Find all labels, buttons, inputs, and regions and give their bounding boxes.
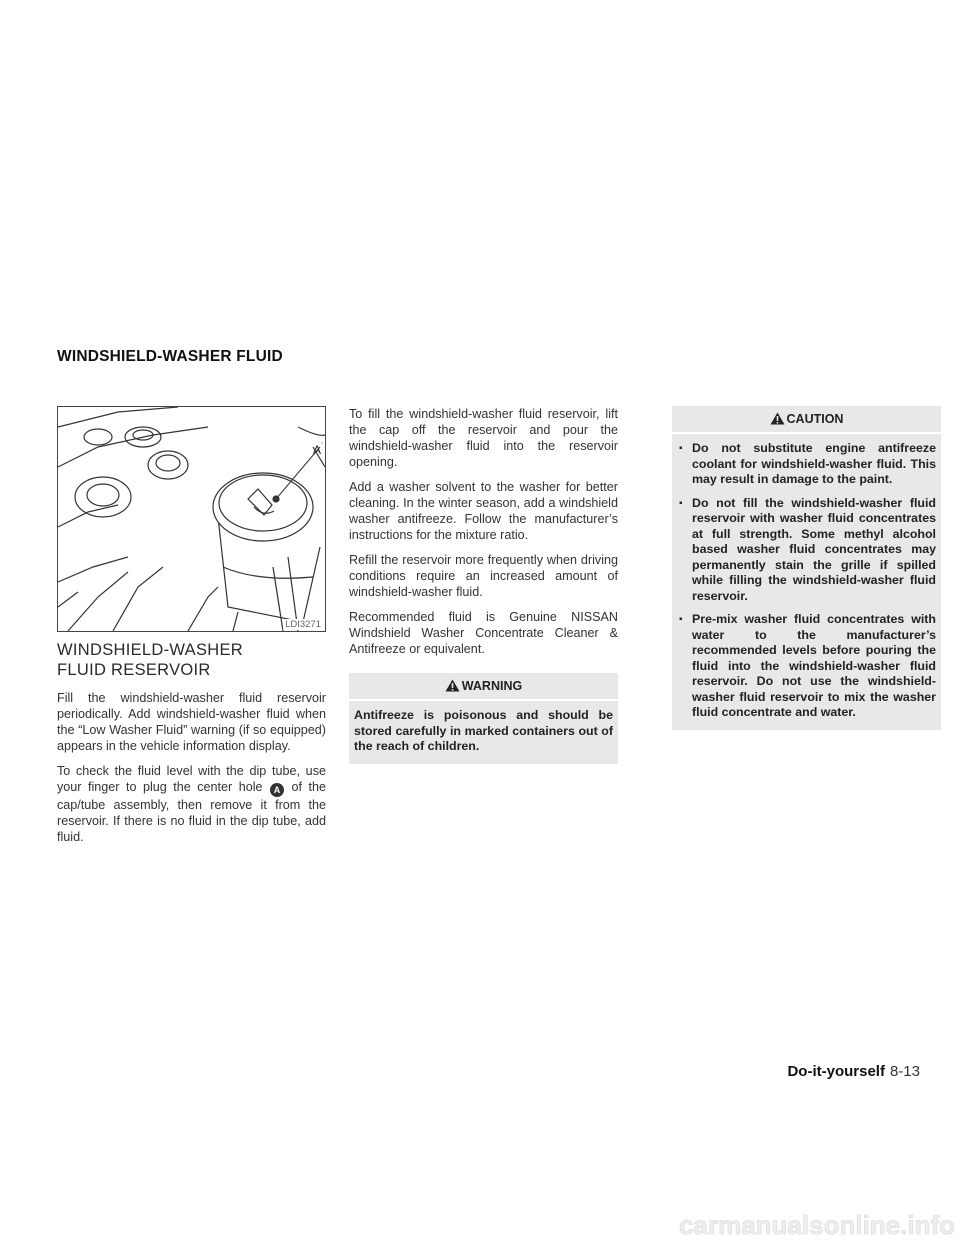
caution-item: ▪ Pre-mix washer fluid concentrates with water to the manufacturer’s recommended levels before pouring the fluid into the windshield-washer fluid reservoir. Do not use the windshield-washer fluid reservoir to mix the washer fluid concentrate and water. bbox=[677, 612, 936, 721]
watermark bbox=[0, 1198, 960, 1242]
warning-triangle-icon bbox=[445, 679, 460, 692]
warning-text: Antifreeze is poisonous and should be stored carefully in marked containers out of the reach of children. bbox=[354, 708, 613, 753]
marker-a-icon: A bbox=[270, 783, 284, 797]
paragraph-refill: Refill the reservoir more frequently when driving conditions require an increased amount of windshield-washer fluid. bbox=[349, 553, 618, 599]
paragraph-recommended-fluid: Recommended fluid is Genuine NISSAN Windshield Washer Concentrate Cleaner & Antifreeze or equivalent. bbox=[349, 610, 618, 656]
caution-item: ▪ Do not substitute engine antifreeze coolant for windshield-washer fluid. This may result in damage to the paint. bbox=[677, 441, 936, 488]
page-footer bbox=[787, 1063, 920, 1080]
paragraph-check-level: To check the fluid level with the dip tube, use your finger to plug the center hole A of the cap/tube assembly, then remove it from the reservoir. If there is no fluid in the dip tube, add fluid. bbox=[57, 764, 326, 844]
caution-list bbox=[677, 441, 936, 721]
reservoir-illustration bbox=[57, 406, 326, 632]
warning-box bbox=[349, 673, 618, 764]
warning-title: WARNING bbox=[461, 679, 523, 693]
footer-section: Do-it-yourself bbox=[787, 1063, 885, 1080]
page-number: 8-13 bbox=[889, 1063, 920, 1080]
column-middle bbox=[349, 406, 618, 764]
engine-bay-drawing bbox=[58, 407, 325, 631]
paragraph-solvent: Add a washer solvent to the washer for better cleaning. In the winter season, add a windshield washer antifreeze. Follow the manufacturer’s instructions for the mixture ratio. bbox=[349, 480, 618, 542]
warning-header bbox=[349, 673, 618, 701]
caution-header bbox=[672, 406, 941, 434]
subsection-title: WINDSHIELD-WASHER FLUID RESERVOIR bbox=[57, 641, 243, 679]
column-right bbox=[672, 406, 941, 730]
section-heading: WINDSHIELD-WASHER FLUID bbox=[57, 348, 283, 365]
paragraph-fill-reservoir: To fill the windshield-washer fluid reservoir, lift the cap off the reservoir and pour the windshield-washer fluid into the reservoir opening. bbox=[349, 407, 618, 469]
caution-item: ▪ Do not fill the windshield-washer fluid reservoir with washer fluid concentrates at full strength. Some methyl alcohol based washer fluid concentrates may permanently stain the grille if spilled while filling the windshield-washer fluid reservoir. bbox=[677, 496, 936, 605]
caution-title: CAUTION bbox=[786, 412, 844, 426]
paragraph-fill: Fill the windshield-washer fluid reservoir periodically. Add windshield-washer fluid when the “Low Washer Fluid” warning (if so equipped) appears in the vehicle information display. bbox=[57, 691, 326, 753]
caution-box bbox=[672, 406, 941, 730]
figure-code: LDI3271 bbox=[285, 619, 321, 630]
caution-triangle-icon bbox=[770, 412, 785, 425]
watermark-text: carmanualsonline.info bbox=[679, 1210, 955, 1240]
column-left bbox=[57, 406, 326, 854]
figure-label-a: A bbox=[313, 443, 322, 457]
